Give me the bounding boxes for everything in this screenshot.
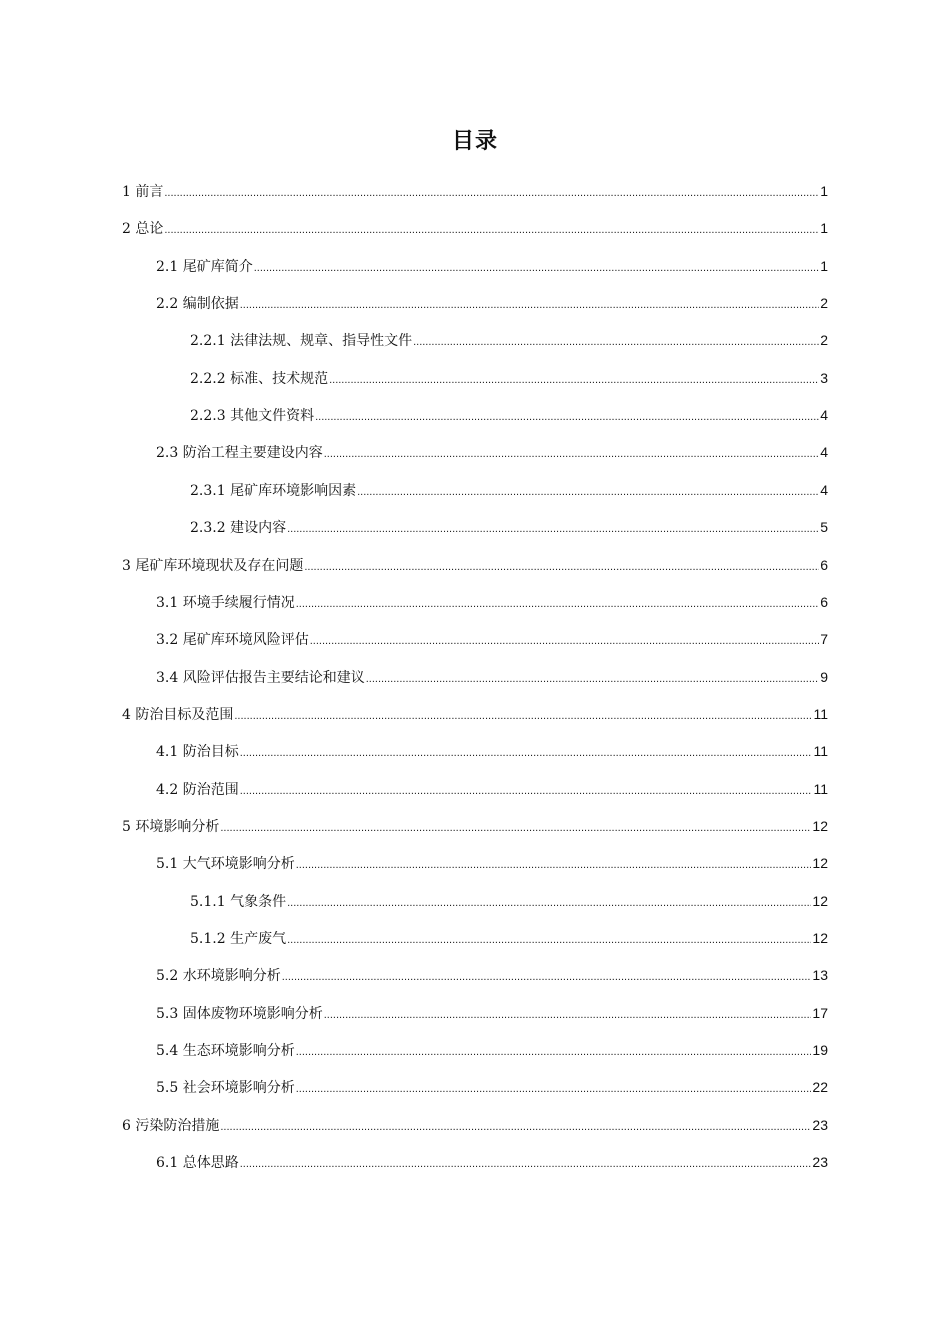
toc-entry-page-number: 4 bbox=[820, 444, 828, 460]
toc-entry-page-number: 11 bbox=[813, 781, 828, 797]
toc-entry[interactable] bbox=[156, 740, 828, 762]
dot-leader bbox=[296, 1078, 812, 1100]
toc-entry[interactable] bbox=[156, 255, 828, 277]
toc-entry-page-number: 13 bbox=[812, 967, 828, 983]
toc-entry-title: 3 尾矿库环境现状及存在问题 bbox=[122, 558, 304, 574]
toc-entry[interactable] bbox=[156, 292, 828, 314]
toc-entry-title: 6.1 总体思路 bbox=[156, 1155, 239, 1171]
toc-entry-title: 5.1.2 生产废气 bbox=[190, 931, 287, 947]
toc-entry[interactable] bbox=[190, 927, 828, 949]
toc-entry[interactable] bbox=[156, 628, 828, 650]
toc-entry[interactable] bbox=[156, 591, 828, 613]
toc-entry-title: 5.2 水环境影响分析 bbox=[156, 968, 281, 984]
toc-entry-title: 2.2.1 法律法规、规章、指导性文件 bbox=[190, 333, 413, 349]
dot-leader bbox=[254, 257, 819, 279]
toc-entry-title: 5.5 社会环境影响分析 bbox=[156, 1080, 295, 1096]
toc-entry-page-number: 12 bbox=[812, 818, 828, 834]
toc-entry[interactable] bbox=[156, 441, 828, 463]
toc-entry-page-number: 23 bbox=[812, 1117, 828, 1133]
dot-leader bbox=[234, 705, 812, 727]
toc-entry-page-number: 12 bbox=[812, 930, 828, 946]
toc-entry-title: 5.1.1 气象条件 bbox=[190, 894, 287, 910]
toc-entry-page-number: 11 bbox=[813, 706, 828, 722]
dot-leader bbox=[240, 780, 813, 802]
dot-leader bbox=[240, 294, 819, 316]
toc-entry-page-number: 7 bbox=[820, 631, 828, 647]
dot-leader bbox=[329, 369, 819, 391]
toc-entry[interactable] bbox=[156, 852, 828, 874]
toc-entry[interactable] bbox=[156, 1076, 828, 1098]
dot-leader bbox=[164, 182, 819, 204]
toc-entry[interactable] bbox=[190, 890, 828, 912]
dot-leader bbox=[310, 630, 819, 652]
dot-leader bbox=[164, 219, 819, 241]
toc-entry-title: 4.2 防治范围 bbox=[156, 782, 239, 798]
dot-leader bbox=[296, 593, 819, 615]
toc-entry[interactable] bbox=[190, 367, 828, 389]
toc-entry-page-number: 23 bbox=[812, 1154, 828, 1170]
dot-leader bbox=[324, 1004, 812, 1026]
toc-entry-page-number: 12 bbox=[812, 855, 828, 871]
toc-entry[interactable] bbox=[190, 479, 828, 501]
toc-entry[interactable] bbox=[122, 815, 828, 837]
toc-entry[interactable] bbox=[122, 1114, 828, 1136]
dot-leader bbox=[220, 817, 811, 839]
toc-entry-page-number: 4 bbox=[820, 482, 828, 498]
toc-entry-title: 2.2.2 标准、技术规范 bbox=[190, 371, 329, 387]
toc-entry-page-number: 6 bbox=[820, 557, 828, 573]
dot-leader bbox=[287, 892, 811, 914]
toc-entry[interactable] bbox=[190, 329, 828, 351]
dot-leader bbox=[304, 556, 819, 578]
dot-leader bbox=[282, 966, 812, 988]
toc-entry-title: 2.1 尾矿库简介 bbox=[156, 259, 253, 275]
toc-entry-title: 5.1 大气环境影响分析 bbox=[156, 856, 295, 872]
toc-entry-title: 4.1 防治目标 bbox=[156, 744, 239, 760]
toc-entry-page-number: 11 bbox=[813, 743, 828, 759]
toc-entry[interactable] bbox=[190, 404, 828, 426]
toc-entry-title: 3.1 环境手续履行情况 bbox=[156, 595, 295, 611]
dot-leader bbox=[413, 331, 819, 353]
dot-leader bbox=[287, 929, 811, 951]
toc-entry-title: 2.2.3 其他文件资料 bbox=[190, 408, 315, 424]
toc-entry[interactable] bbox=[122, 180, 828, 202]
toc-entry-title: 2.3 防治工程主要建设内容 bbox=[156, 445, 323, 461]
toc-entry[interactable] bbox=[122, 703, 828, 725]
toc-entry-title: 6 污染防治措施 bbox=[122, 1118, 220, 1134]
toc-entry-page-number: 22 bbox=[812, 1079, 828, 1095]
page-title: 目录 bbox=[451, 129, 498, 154]
toc-entry-page-number: 5 bbox=[820, 519, 828, 535]
toc-entry[interactable] bbox=[122, 554, 828, 576]
toc-entry-title: 4 防治目标及范围 bbox=[122, 707, 234, 723]
toc-entry[interactable] bbox=[190, 516, 828, 538]
toc-entry-page-number: 1 bbox=[820, 220, 828, 236]
toc-entry-page-number: 12 bbox=[812, 893, 828, 909]
toc-entry-title: 5 环境影响分析 bbox=[122, 819, 220, 835]
dot-leader bbox=[220, 1116, 811, 1138]
toc-entry-page-number: 6 bbox=[820, 594, 828, 610]
toc-entry[interactable] bbox=[156, 1151, 828, 1173]
dot-leader bbox=[315, 406, 819, 428]
toc-entry-title: 2 总论 bbox=[122, 221, 164, 237]
dot-leader bbox=[240, 742, 813, 764]
toc-entry-page-number: 4 bbox=[820, 407, 828, 423]
toc-entry[interactable] bbox=[156, 964, 828, 986]
dot-leader bbox=[240, 1153, 812, 1175]
toc-entry-page-number: 9 bbox=[820, 669, 828, 685]
toc-entry-title: 3.2 尾矿库环境风险评估 bbox=[156, 632, 309, 648]
dot-leader bbox=[287, 518, 819, 540]
toc-entry-page-number: 19 bbox=[812, 1042, 828, 1058]
toc-entry-title: 2.2 编制依据 bbox=[156, 296, 239, 312]
dot-leader bbox=[296, 1041, 812, 1063]
dot-leader bbox=[366, 668, 819, 690]
toc-entry-page-number: 1 bbox=[820, 258, 828, 274]
toc-entry[interactable] bbox=[156, 666, 828, 688]
toc-entry-page-number: 3 bbox=[820, 370, 828, 386]
toc-entry-title: 2.3.1 尾矿库环境影响因素 bbox=[190, 483, 357, 499]
toc-entry-page-number: 2 bbox=[820, 332, 828, 348]
toc-entry-title: 2.3.2 建设内容 bbox=[190, 520, 287, 536]
toc-entry-title: 1 前言 bbox=[122, 184, 164, 200]
toc-entry-title: 5.3 固体废物环境影响分析 bbox=[156, 1006, 323, 1022]
toc-entry-page-number: 17 bbox=[812, 1005, 828, 1021]
toc-entry[interactable] bbox=[156, 778, 828, 800]
dot-leader bbox=[357, 481, 819, 503]
toc-entry[interactable] bbox=[122, 217, 828, 239]
toc-entry-title: 5.4 生态环境影响分析 bbox=[156, 1043, 295, 1059]
toc-entry-title: 3.4 风险评估报告主要结论和建议 bbox=[156, 670, 365, 686]
dot-leader bbox=[296, 854, 812, 876]
toc-entry[interactable] bbox=[156, 1002, 828, 1024]
toc-entry-page-number: 2 bbox=[820, 295, 828, 311]
toc-entry[interactable] bbox=[156, 1039, 828, 1061]
toc-entry-page-number: 1 bbox=[820, 183, 828, 199]
dot-leader bbox=[324, 443, 819, 465]
